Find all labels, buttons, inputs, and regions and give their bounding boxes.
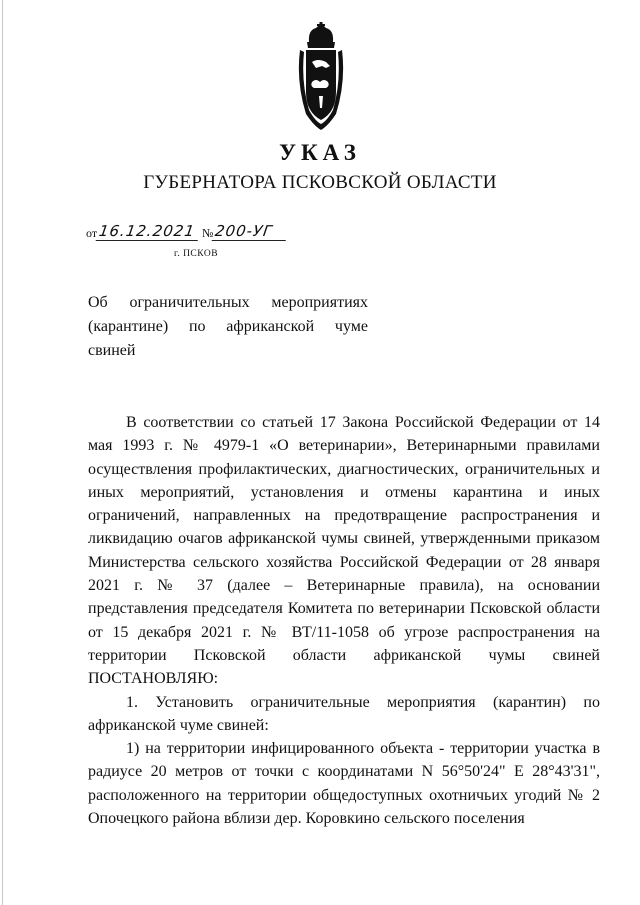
document-heading <box>88 291 368 363</box>
heading-line: Об ограничительных мероприятиях <box>88 294 368 311</box>
document-body <box>88 411 600 830</box>
number-prefix: № <box>201 226 214 240</box>
date-prefix: от <box>86 226 98 240</box>
page-subtitle: ГУБЕРНАТОРА ПСКОВСКОЙ ОБЛАСТИ <box>143 172 497 193</box>
resolution-word: ПОСТАНОВЛЯЮ: <box>88 670 219 688</box>
clause-1: 1. Установить ограничительные мероприятия (карантин) по африканской чуме свиней: <box>88 693 600 734</box>
heading-line: свиней <box>88 342 136 359</box>
city-label: г. ПСКОВ <box>174 249 219 259</box>
clause-1-1: 1) на территории инфицированного объекта - территории участка в радиусе 20 метров от точки с координатами N 56°50'24" E 28°43'31", расположенного на территории общедоступных охотничьих угодий № 2 Опочецкого района вблизи дер. Коровкино сельского поселения <box>88 740 600 828</box>
pskov-coat-of-arms-icon <box>296 22 346 132</box>
page-title: УКАЗ <box>279 140 361 165</box>
scan-edge-line <box>2 0 3 905</box>
handwritten-date: 16.12.2021 <box>96 222 201 241</box>
preamble-paragraph: В соответствии со статьей 17 Закона Российской Федерации от 14 мая 1993 г. № 4979-1 «О ветеринарии», Ветеринарными правилами осуществления профилактических, диагностических, ограничительных и иных мероприятий, установления и отмены карантина и иных ограничений, направленных на предотвращение распространения и ликвидацию очагов африканской чумы свиней, утвержденными приказом Министерства сельского хозяйства Российской Федерации от 28 января 2021 г. № 37 (далее – Ветеринарные правила), на основании представления председателя Комитета по ветеринарии Псковской области от 15 декабря 2021 г. № ВТ/11-1058 об угрозе распространения на территории Псковской области африканской чумы свиней <box>88 414 600 664</box>
heading-line: (карантине) по африканской чуме <box>88 318 368 335</box>
date-number-line <box>86 222 287 244</box>
handwritten-number: 200-УГ <box>212 222 288 241</box>
